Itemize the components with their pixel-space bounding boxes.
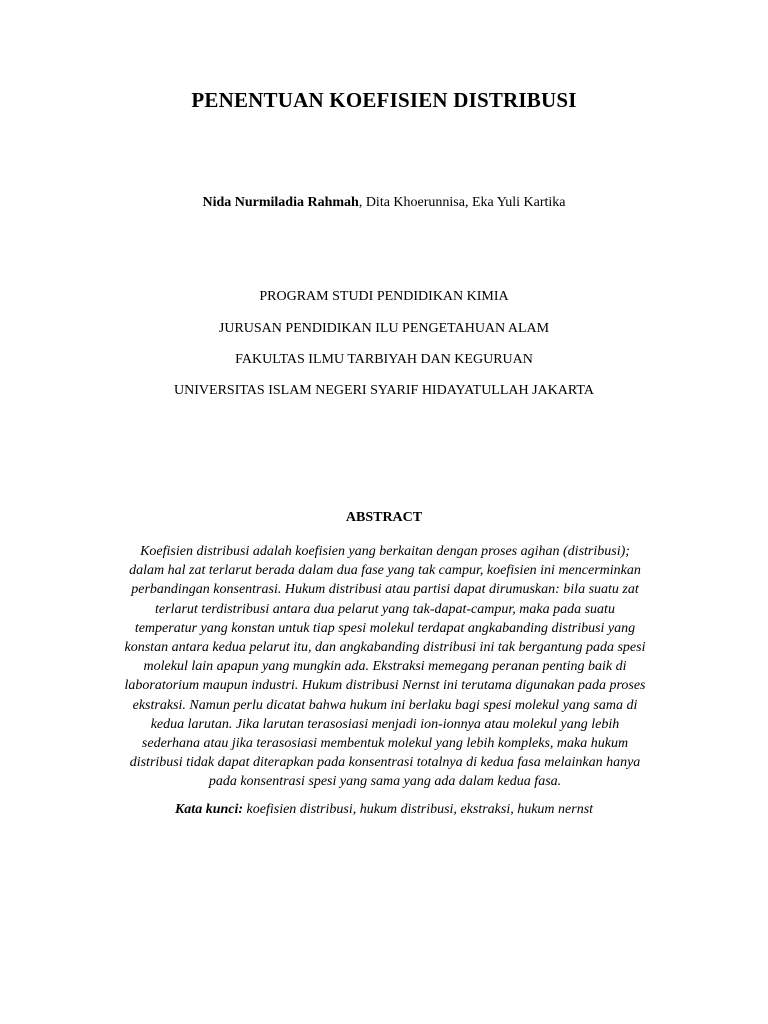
abstract-line: terlarut terdistribusi antara dua pelarut yang tak-dapat-campur, maka pada suatu xyxy=(155,601,615,617)
affiliation-university: UNIVERSITAS ISLAM NEGERI SYARIF HIDAYATULLAH JAKARTA xyxy=(174,383,594,398)
lead-author: Nida Nurmiladia Rahmah xyxy=(202,195,359,210)
keywords xyxy=(0,802,768,818)
paper-title: PENENTUAN KOEFISIEN DISTRIBUSI xyxy=(191,88,577,112)
abstract-body xyxy=(86,542,684,792)
abstract-line: laboratorium maupun industri. Hukum distribusi Nernst ini terutama digunakan pada proses xyxy=(124,678,646,694)
abstract-line: sederhana atau jika terasosiasi membentuk molekul yang lebih kompleks, maka hukum xyxy=(141,736,629,752)
affiliation-department: JURUSAN PENDIDIKAN ILU PENGETAHUAN ALAM xyxy=(218,321,550,336)
abstract-line: ekstraksi. Namun perlu dicatat bahwa hukum ini berlaku bagi spesi molekul yang sama di xyxy=(132,697,638,713)
abstract-line: Koefisien distribusi adalah koefisien yang berkaitan dengan proses agihan (distribusi); xyxy=(140,544,630,559)
affiliation-program: PROGRAM STUDI PENDIDIKAN KIMIA xyxy=(259,289,509,304)
affiliation-faculty: FAKULTAS ILMU TARBIYAH DAN KEGURUAN xyxy=(235,352,533,367)
abstract-heading: ABSTRACT xyxy=(345,510,423,525)
author-line xyxy=(0,195,768,211)
abstract-line: dalam hal zat terlarut berada dalam dua fase yang tak campur, koefisien ini mencerminkan xyxy=(129,563,641,579)
abstract-line: perbandingan konsentrasi. Hukum distribusi atau partisi dapat dirumuskan: bila suatu zat xyxy=(131,582,639,598)
abstract-line: molekul lain apapun yang mungkin ada. Ekstraksi memegang peranan penting baik di xyxy=(143,659,627,675)
keywords-text: koefisien distribusi, hukum distribusi, ekstraksi, hukum nernst xyxy=(243,802,594,817)
co-authors: , Dita Khoerunnisa, Eka Yuli Kartika xyxy=(358,195,566,210)
abstract-line: temperatur yang konstan untuk tiap spesi molekul terdapat angkabanding distribusi yang xyxy=(134,620,636,636)
abstract-line: pada konsentrasi spesi yang sama yang ada dalam kedua fasa. xyxy=(208,774,562,790)
abstract-line: distribusi tidak dapat diterapkan pada konsentrasi totalnya di kedua fasa melainkan hanya xyxy=(129,755,641,771)
keywords-label: Kata kunci: xyxy=(174,802,244,817)
abstract-line: kedua larutan. Jika larutan terasosiasi menjadi ion-ionnya atau molekul yang lebih xyxy=(150,716,620,732)
abstract-line: konstan antara kedua pelarut itu, dan angkabanding distribusi ini tak bergantung pada spesi xyxy=(124,640,646,656)
